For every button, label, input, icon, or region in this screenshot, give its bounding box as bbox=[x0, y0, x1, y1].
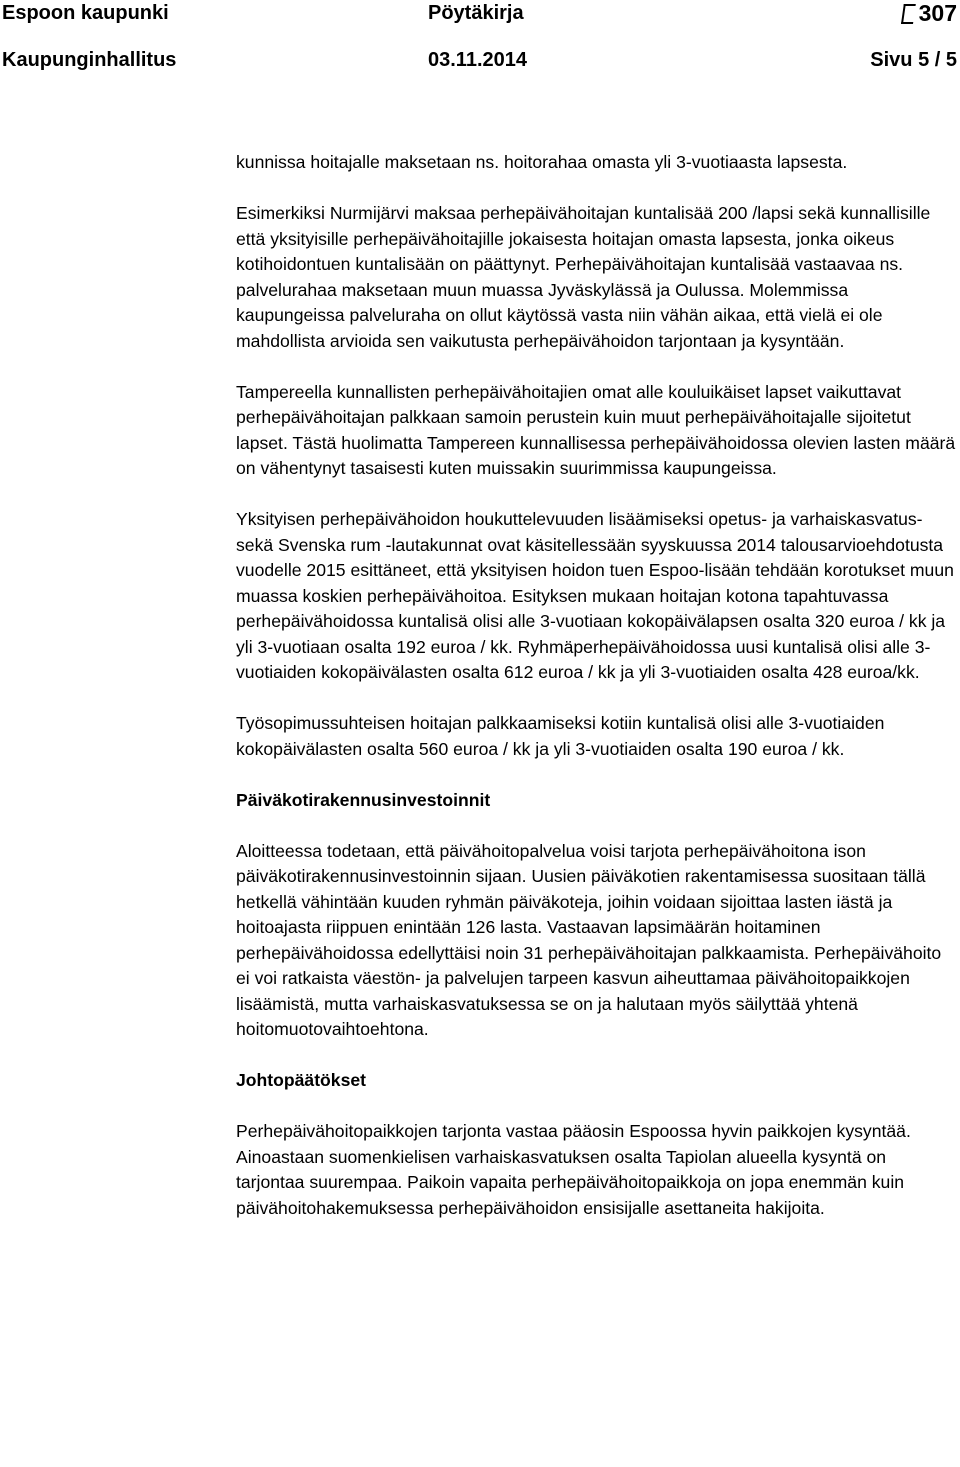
page-indicator: Sivu 5 / 5 bbox=[870, 49, 957, 71]
document-header bbox=[0, 0, 960, 72]
paragraph-4: Yksityisen perhepäivähoidon houkuttelevuuden lisäämiseksi opetus- ja varhaiskasvatus- sekä Svenska rum -lautakunnat ovat käsitellessään syyskuussa 2014 talousarvioehdotusta vuodelle 2015 esittäneet, että yksityisen hoidon tuen Espoo-lisään tehdään korotukset muun muassa koskien perhepäivähoitoa. Esityksen mukaan hoitajan kotona tapahtuvassa perhepäivähoidossa kuntalisä olisi alle 3-vuotiaan kokopäivälapsen osalta 320 euroa / kk ja yli 3-vuotiaan osalta 192 euroa / kk. Ryhmäperhepäivähoidossa uusi kuntalisä olisi alle 3-vuotiaiden kokopäivälasten osalta 612 euroa / kk ja yli 3-vuotiaiden osalta 428 euroa/kk. bbox=[236, 509, 954, 682]
document-type: Pöytäkirja bbox=[428, 2, 524, 24]
organization-name: Espoon kaupunki bbox=[2, 2, 169, 24]
paragraph-5: Työsopimussuhteisen hoitajan palkkaamiseksi kotiin kuntalisä olisi alle 3-vuotiaiden kokopäivälasten osalta 560 euroa / kk ja yli 3-vuotiaiden osalta 190 euroa / kk. bbox=[236, 713, 885, 759]
body-name: Kaupunginhallitus bbox=[2, 49, 177, 71]
header-row-top bbox=[0, 0, 960, 28]
section-number: 307 bbox=[918, 0, 957, 26]
document-body bbox=[236, 150, 958, 1247]
paragraph-6: Aloitteessa todetaan, että päivähoitopalvelua voisi tarjota perhepäivähoitona ison päiväkotirakennusinvestoinnin sijaan. Uusien päiväkotien rakentamisessa suositaan tällä hetkellä vähintään kuuden ryhmän päiväkoteja, joihin voidaan sijoittaa lasten iästä ja hoitoajasta riippuen enintään 126 lasta. Vastaavan lapsimäärän hoitaminen perhepäivähoidossa edellyttäisi noin 31 perhepäivähoitajan palkkaamista. Perhepäivähoito ei voi ratkaista väestön- ja palvelujen tarpeen kasvun aiheuttamaa päivähoitopaikkojen lisäämistä, mutta varhaiskasvatuksessa se on ja halutaan myös säilyttää yhtenä hoitomuotovaihtoehtona. bbox=[236, 840, 942, 1039]
section-heading-investments: Päiväkotirakennusinvestoinnit bbox=[236, 789, 491, 810]
paragraph-2: Esimerkiksi Nurmijärvi maksaa perhepäivähoitajan kuntalisää 200 /lapsi sekä kunnallisille että yksityisille perhepäivähoitajille jokaisesta hoitajan omasta lapsesta, jonka oikeus kotihoidontuen kuntalisään on päättynyt. Perhepäivähoitajan kuntalisää vastaavaa ns. palvelurahaa maksetaan muun muassa Jyväskylässä ja Oulussa. Molemmissa kaupungeissa palveluraha on ollut käytössä vasta niin vähän aikaa, että vielä ei ole mahdollista arvioida sen vaikutusta perhepäivähoidon tarjontaan ja kysyntään. bbox=[236, 203, 931, 351]
paragraph-7: Perhepäivähoitopaikkojen tarjonta vastaa pääosin Espoossa hyvin paikkojen kysyntää. Ainoastaan suomenkielisen varhaiskasvatuksen osalta Tapiolan alueella kysyntä on tarjontaa suurempaa. Paikoin vapaita perhepäivähoitopaikkoja on jopa enemmän kuin päivähoitohakemuksessa perhepäivähoidon ensisijalle asettaneita hakijoita. bbox=[236, 1121, 911, 1218]
section-number-box bbox=[901, 0, 957, 30]
paragraph-1: kunnissa hoitajalle maksetaan ns. hoitorahaa omasta yli 3-vuotiaasta lapsesta. bbox=[236, 152, 848, 172]
section-heading-conclusions: Johtopäätökset bbox=[236, 1070, 367, 1090]
section-bracket-icon bbox=[901, 4, 916, 24]
paragraph-3: Tampereella kunnallisten perhepäivähoitajien omat alle kouluikäiset lapset vaikuttavat perhepäivähoitajan palkkaan samoin perustein kuin muut perhepäivähoitajalle sijoitetut lapset. Tästä huolimatta Tampereen kunnallisessa perhepäivähoidossa olevien lasten määrä on vähentynyt tasaisesti kuten muissakin suurimmissa kaupungeissa. bbox=[236, 381, 956, 478]
header-row-bottom bbox=[0, 45, 960, 75]
meeting-date: 03.11.2014 bbox=[428, 49, 527, 71]
